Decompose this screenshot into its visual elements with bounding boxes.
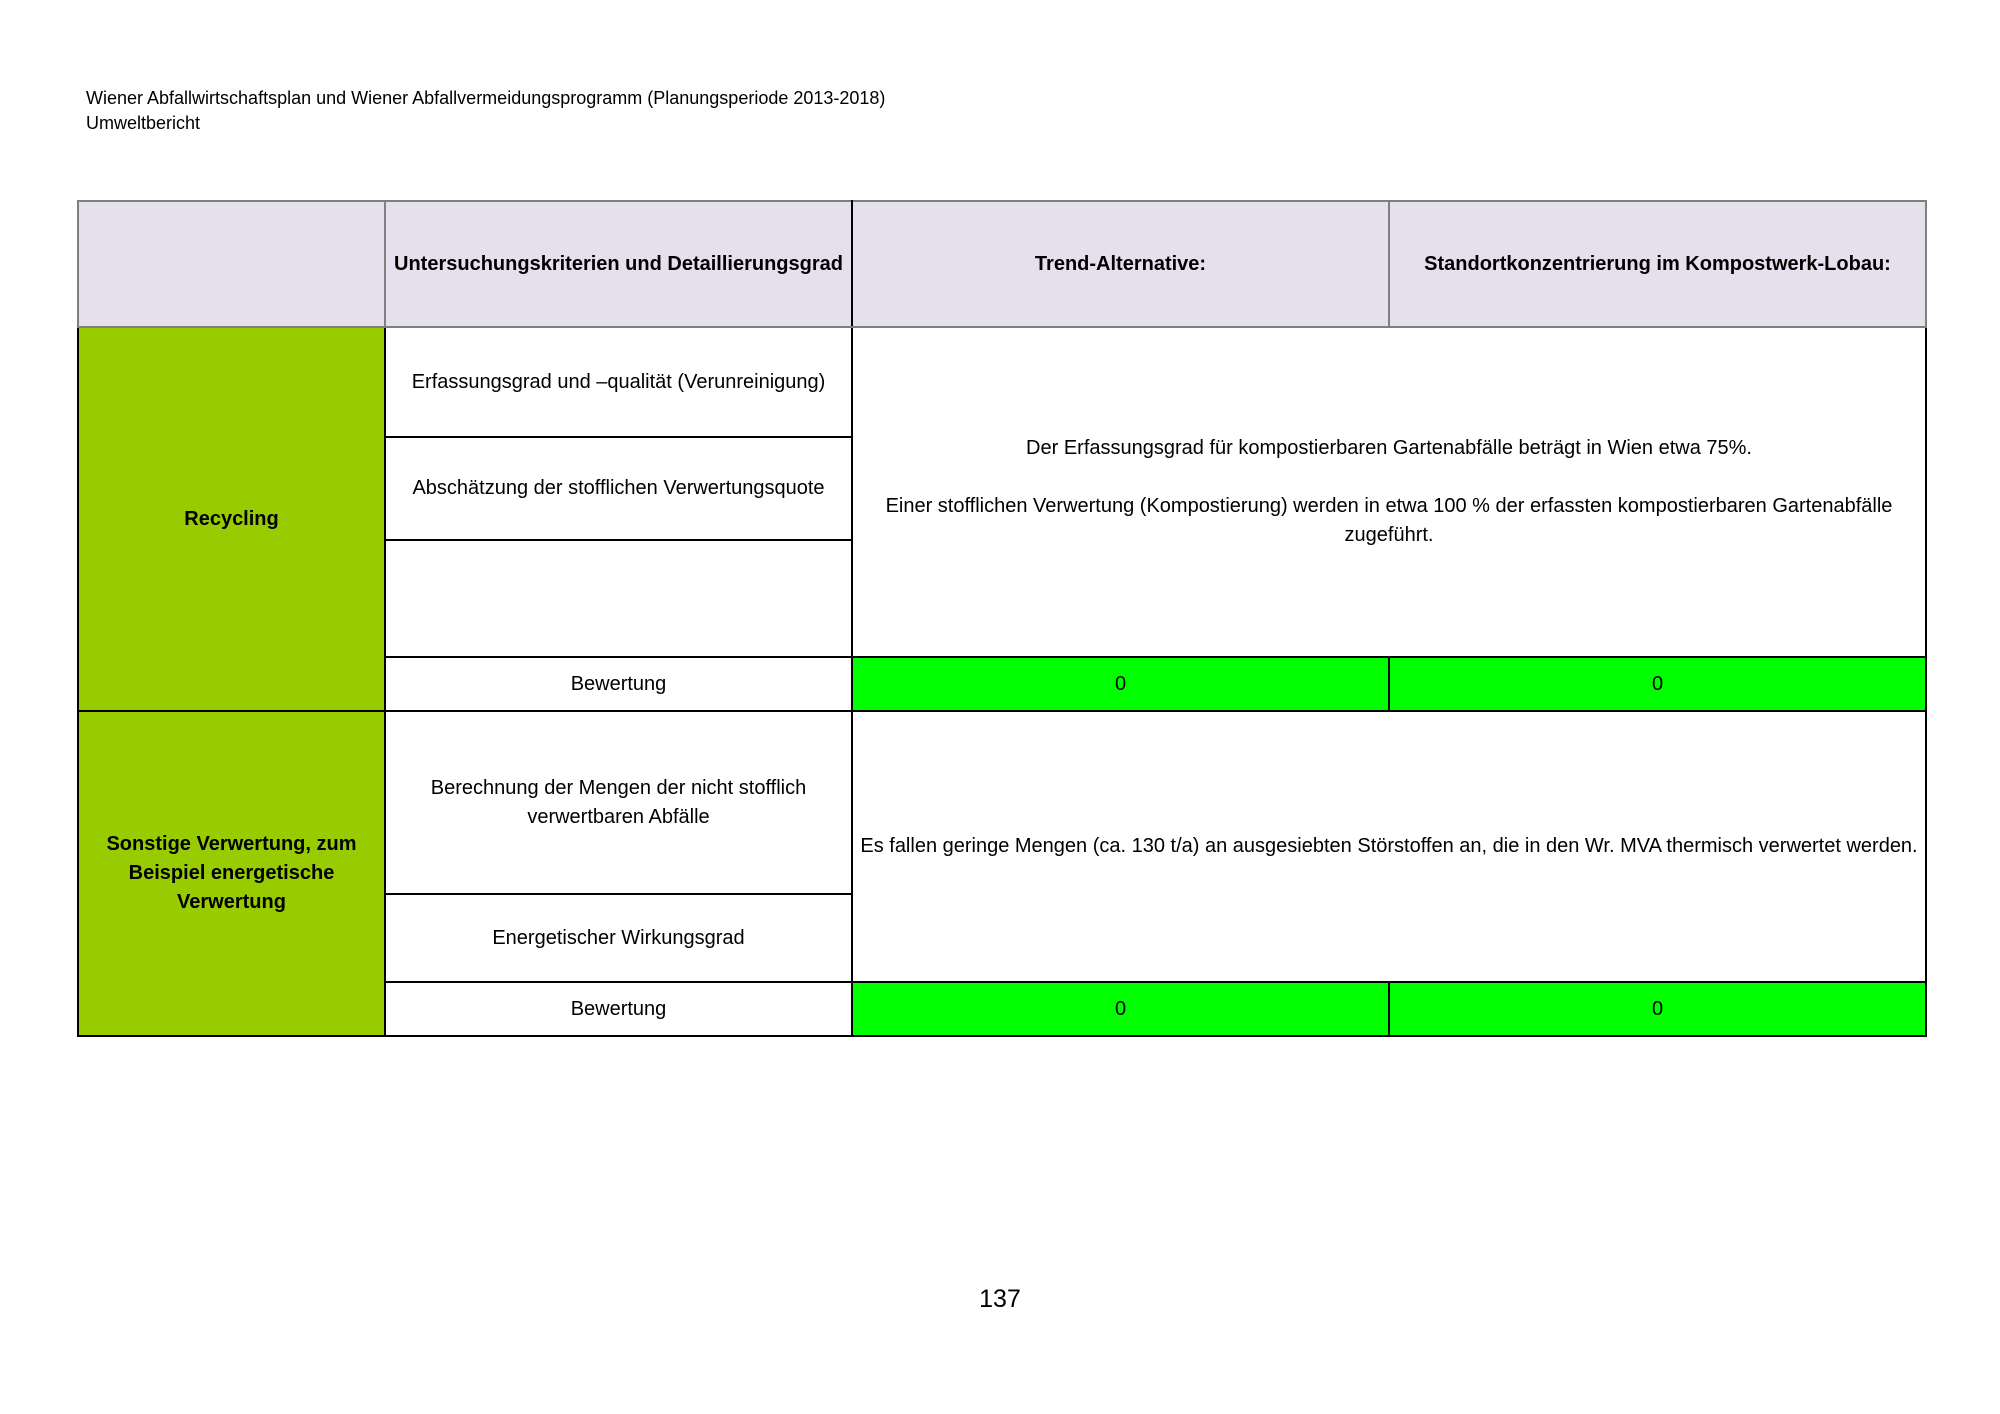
rating-label: Bewertung (385, 982, 852, 1036)
criterion-verwertungsquote: Abschätzung der stofflichen Verwertungsquote (385, 437, 852, 540)
page-header (86, 86, 885, 136)
category-sonstige-verwertung: Sonstige Verwertung, zum Beispiel energetische Verwertung (78, 711, 385, 1036)
criterion-erfassungsgrad: Erfassungsgrad und –qualität (Verunreinigung) (385, 327, 852, 437)
rating-lobau-other: 0 (1389, 982, 1926, 1036)
table-header-row (78, 201, 1926, 327)
criterion-wirkungsgrad: Energetischer Wirkungsgrad (385, 894, 852, 982)
table-row (78, 711, 1926, 894)
other-description: Es fallen geringe Mengen (ca. 130 t/a) an ausgesiebten Störstoffen an, die in den Wr. MVA thermisch verwertet werden. (852, 711, 1926, 982)
header-trend-alternative: Trend-Alternative: (852, 201, 1389, 327)
page-number: 137 (979, 1285, 1021, 1313)
header-lobau-alternative: Standortkonzentrierung im Kompostwerk-Lobau: (1389, 201, 1926, 327)
recycling-description-p1: Der Erfassungsgrad für kompostierbaren Gartenabfälle beträgt in Wien etwa 75%. (1026, 437, 1752, 459)
recycling-description-p2: Einer stofflichen Verwertung (Kompostierung) werden in etwa 100 % der erfassten kompostierbaren Gartenabfälle zugeführt. (885, 495, 1893, 546)
category-recycling: Recycling (78, 327, 385, 711)
recycling-description (852, 327, 1926, 657)
document-subtitle: Umweltbericht (86, 113, 201, 133)
criterion-empty (385, 540, 852, 657)
header-criteria: Untersuchungskriterien und Detaillierungsgrad (385, 201, 852, 327)
header-empty-cell (78, 201, 385, 327)
document-title: Wiener Abfallwirtschaftsplan und Wiener Abfallvermeidungsprogramm (Planungsperiode 2013-2018) (86, 88, 886, 108)
rating-trend-recycling: 0 (852, 657, 1389, 711)
table-row (78, 327, 1926, 437)
rating-lobau-recycling: 0 (1389, 657, 1926, 711)
rating-label: Bewertung (385, 657, 852, 711)
evaluation-table (77, 200, 1927, 1037)
criterion-mengen-berechnung: Berechnung der Mengen der nicht stofflich verwertbaren Abfälle (385, 711, 852, 894)
rating-trend-other: 0 (852, 982, 1389, 1036)
